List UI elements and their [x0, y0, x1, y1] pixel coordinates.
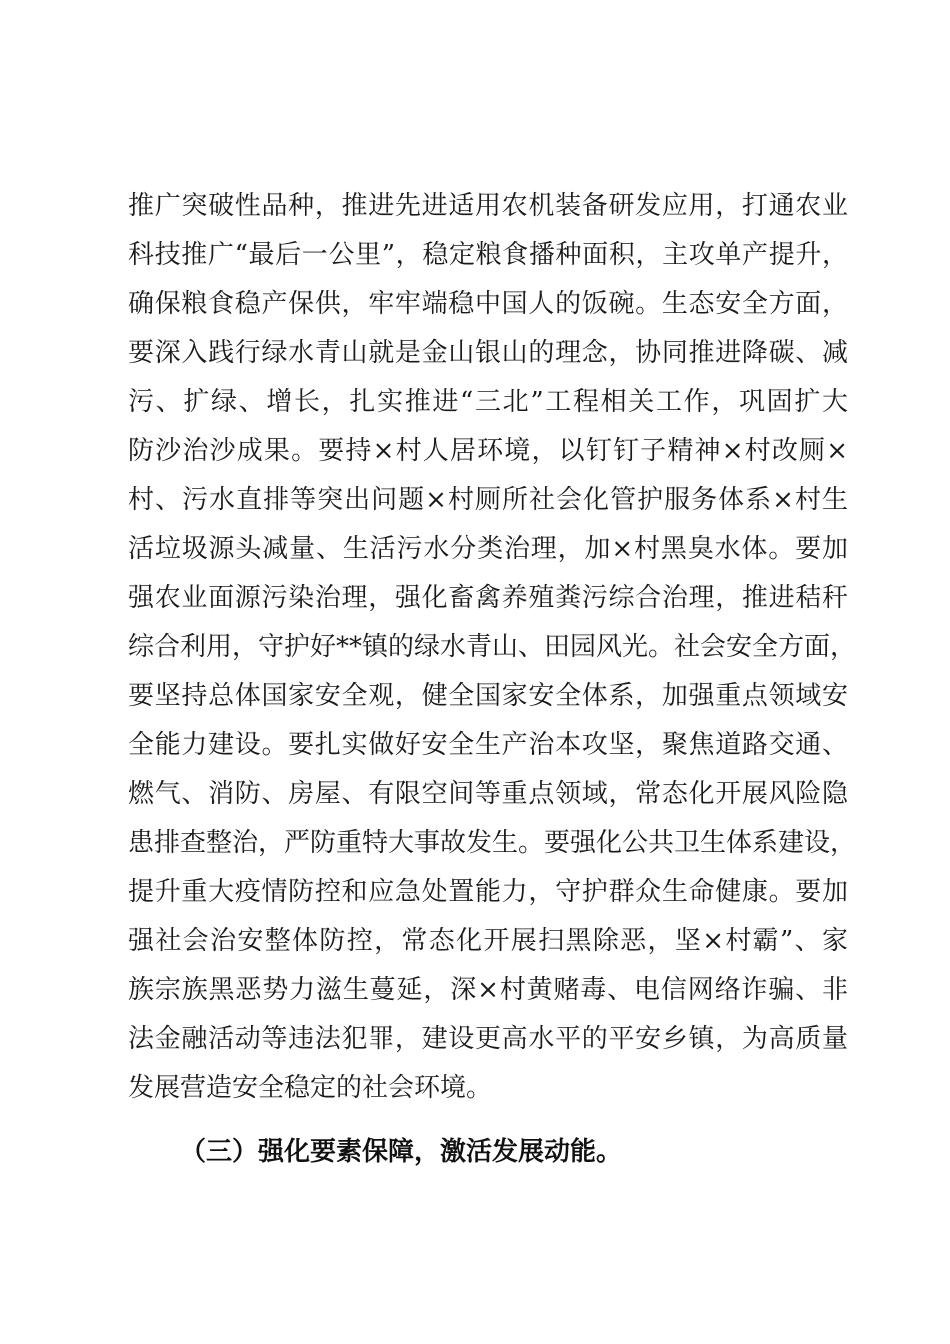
body-text-line: 强农业面源污染治理，强化畜禽养殖粪污综合治理，推进秸秆	[128, 583, 848, 613]
body-text-line: 族宗族黑恶势力滋生蔓延，深×村黄赌毒、电信网络诈骗、非	[128, 975, 848, 1005]
body-text-line: 防沙治沙成果。要持×村人居环境，以钉钉子精神×村改厕×	[128, 436, 848, 466]
body-text-line: 确保粮食稳产保供，牢牢端稳中国人的饭碗。生态安全方面，	[128, 289, 848, 319]
body-text-line: 要坚持总体国家安全观，健全国家安全体系，加强重点领域安	[128, 681, 848, 711]
body-text-line: 强社会治安整体防控，常态化开展扫黑除恶，坚×村霸”、家	[128, 926, 848, 956]
body-text-line: 村、污水直排等突出问题×村厕所社会化管护服务体系×村生	[128, 485, 848, 515]
body-text-line: 发展营造安全稳定的社会环境。	[128, 1073, 493, 1103]
body-text-line: 污、扩绿、增长，扎实推进“三北”工程相关工作，巩固扩大	[128, 387, 848, 417]
body-text-line: 综合利用，守护好**镇的绿水青山、田园风光。社会安全方面，	[128, 632, 857, 662]
body-text-line: 提升重大疫情防控和应急处置能力，守护群众生命健康。要加	[128, 877, 848, 907]
body-text-line: 全能力建设。要扎实做好安全生产治本攻坚，聚焦道路交通、	[128, 730, 848, 760]
body-text-line: 活垃圾源头减量、生活污水分类治理，加×村黑臭水体。要加	[128, 534, 848, 564]
body-text-line: 要深入践行绿水青山就是金山银山的理念，协同推进降碳、减	[128, 338, 848, 368]
body-text-line: 患排查整治，严防重特大事故发生。要强化公共卫生体系建设，	[128, 828, 857, 858]
section-heading: （三）强化要素保障，激活发展动能。	[180, 1137, 623, 1167]
body-text-line: 燃气、消防、房屋、有限空间等重点领域，常态化开展风险隐	[128, 779, 848, 809]
body-text-line: 推广突破性品种，推进先进适用农机装备研发应用，打通农业	[128, 191, 848, 221]
body-text-line: 法金融活动等违法犯罪，建设更高水平的平安乡镇，为高质量	[128, 1024, 848, 1054]
body-text-line: 科技推广“最后一公里”，稳定粮食播种面积，主攻单产提升，	[128, 240, 848, 270]
